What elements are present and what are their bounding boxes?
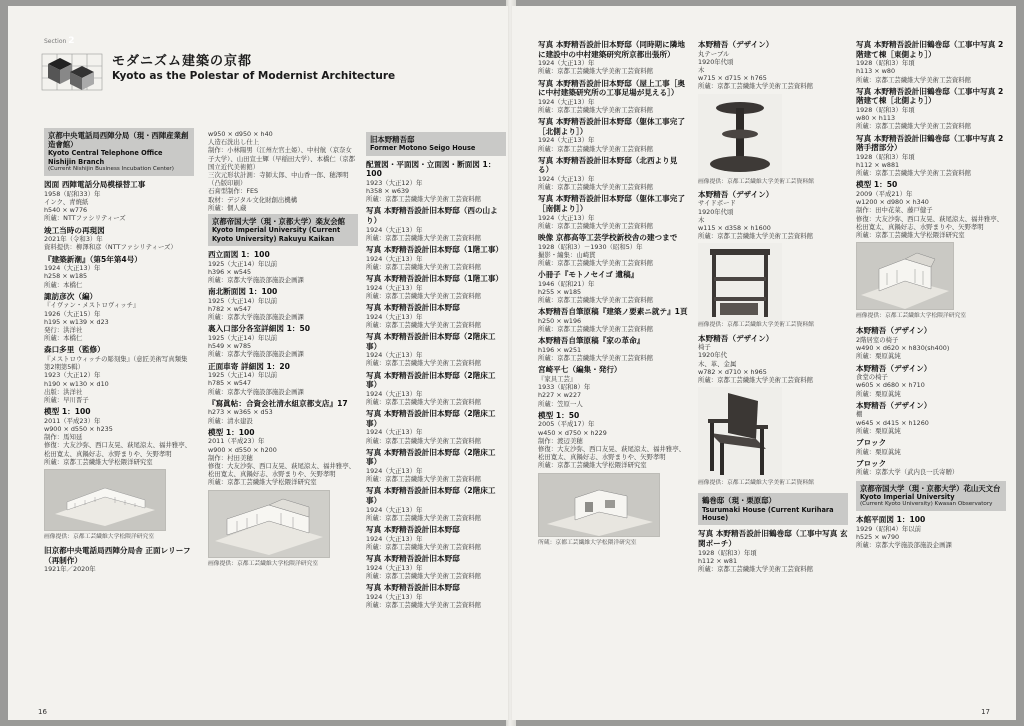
section-title-jp: モダニズム建築の京都	[112, 54, 253, 69]
entry-title: 正面車寄 詳細図 1：20	[208, 361, 290, 371]
entry-detail: 所蔵：京都工芸繊維大学美術工芸資料館	[366, 262, 482, 271]
list-item	[538, 365, 688, 407]
entry-title: 写真 本野精吾設計旧本野邸（同時期に隣地に建設中の中村建築研究所京都出張所）	[538, 40, 685, 59]
entry-detail: 1924（大正13）年	[538, 174, 595, 183]
entry-detail: 1924（大正13）年	[44, 264, 101, 273]
list-item	[856, 364, 1006, 398]
section-label: Section 2	[44, 36, 75, 46]
entry-detail: 所蔵：京都工芸繊維大学美術工芸資料館	[538, 354, 654, 363]
entry-title: 竣工当時の再現図	[44, 225, 105, 235]
section-title-en: Kyoto as the Polestar of Modernist Architecture	[112, 70, 396, 82]
entry-detail: h112 × w881	[856, 160, 900, 169]
entry-detail: 1924（大正13）年	[366, 283, 423, 292]
entry-detail: w715 × d715 × h765	[698, 74, 767, 83]
list-item	[856, 40, 1006, 84]
list-item	[208, 324, 358, 358]
entry-detail: 木	[698, 66, 705, 74]
entry-detail: 所蔵：京都工芸繊維大学美術工芸資料館	[856, 169, 972, 178]
entry-detail: 2009（平成21）年	[856, 189, 913, 198]
entry-detail: 1924（大正13）年	[366, 505, 423, 514]
entry-detail: 1924（大正13）年	[538, 97, 595, 106]
list-item	[538, 307, 688, 333]
entry-title: 写真 本野精吾設計旧本野邸（屋上工事［奥に中村建築研究所の工事足場が見える］）	[538, 78, 685, 98]
list-item: 本野精吾（デザイン） 丸テーブル 1920年代頃 木 w715 × d715 × h765 所蔵：京都工芸繊維大学美術工芸資料館	[698, 40, 848, 91]
list-item	[538, 156, 688, 192]
column-3	[366, 130, 506, 612]
list-item	[538, 79, 688, 115]
entry-detail: 所蔵：京都工芸繊維大学美術工芸資料館	[366, 195, 482, 204]
entry-detail: w1200 × d980 × h340	[856, 198, 929, 207]
entry-title: 模型 1：100	[44, 407, 91, 417]
entry-detail: w450 × d750 × h229	[538, 428, 607, 437]
entry-detail: h255 × w185	[538, 287, 582, 296]
entry-title: 本野精吾（デザイン）	[856, 400, 932, 410]
entry-detail: 資料提供：柳澤和彦（NTTファシリティーズ）	[44, 243, 177, 252]
entry-detail: 所蔵：京都工芸繊維大学美術工芸資料館	[366, 291, 482, 300]
entry-detail: 所蔵：京都工芸繊維大学美術工芸資料館	[698, 565, 814, 574]
entry-detail: 所蔵：京都工芸繊維大学美術工芸資料館	[366, 571, 482, 580]
list-item	[44, 180, 194, 222]
entry-title: 写真 本野精吾設計旧鶴巻邸（工事中写真 2階建て棟［東側より］）	[856, 40, 1004, 59]
entry-detail: 1928（昭和3）－1930（昭和5）年	[538, 242, 643, 251]
list-item	[208, 362, 358, 396]
list-item: 本野精吾（デザイン） サイドボード 1920年代頃 木 w115 × d358 × h1600 所蔵：京都工芸繊維大学美術工芸資料館	[698, 190, 848, 241]
entry-detail: w782 × d710 × h965	[698, 367, 767, 376]
entry-detail: 1924（大正13）年	[538, 136, 595, 145]
list-item	[208, 399, 358, 425]
building-header: 京都帝国大学（現・京都大学）楽友会館 Kyoto Imperial University (Current Kyoto University) Rakuyu Kaikan	[208, 214, 358, 246]
list-item	[538, 411, 688, 470]
entry-detail: 所蔵：京都工芸繊維大学美術工芸資料館	[698, 232, 814, 241]
entry-title: 写真 本野精吾設計旧本野邸（北西より見る）	[538, 155, 678, 175]
entry-detail: 所蔵：笠原一人	[538, 399, 583, 408]
image-caption: 画像提供：京都工芸繊維大学松隈洋研究室	[208, 560, 319, 567]
entry-title: 写真 本野精吾設計旧本野邸（2階床工事）	[366, 332, 496, 351]
list-item	[366, 160, 506, 204]
entry-title: 模型 1：100	[208, 427, 255, 437]
entry-detail: 所蔵：栗原眞純	[856, 352, 901, 361]
entry-title: 南北断面図 1：100	[208, 287, 278, 297]
entry-detail: 所蔵：京都工芸繊維大学美術工芸資料館	[366, 233, 482, 242]
entry-detail: 制作：小林陽男（江州左官土姫）、中村航（京奈女子大学）、山田宣士輝（早稲田大学）、本橋仁（京都国立近代美術館）	[208, 146, 355, 171]
entry-detail: w605 × d680 × h710	[856, 381, 925, 390]
list-item	[538, 194, 688, 230]
list-item	[366, 554, 506, 580]
entry-title: 写真 本野精吾設計旧鶴巻邸（工事中写真 玄関ポーチ）	[698, 529, 848, 549]
list-item	[366, 409, 506, 445]
entry-detail: 所蔵：京都大学施設部施設企画課	[208, 313, 304, 322]
entry-detail: 1925（大正14）年以前	[208, 334, 278, 343]
entry-detail: 2005（平成17）年	[538, 420, 595, 429]
entry-detail: w645 × d415 × h1260	[856, 418, 929, 427]
entry-detail: 所蔵：NTTファシリティーズ	[44, 214, 126, 223]
column-5	[698, 40, 848, 573]
building-header: 鶴巻邸（現・栗原邸） Tsurumaki House (Current Kurihara House)	[698, 493, 848, 525]
entry-detail: 制作：村田美穂	[208, 453, 253, 462]
entry-detail: h549 × w785	[208, 342, 252, 351]
entry-title: 写真 本野精吾設計旧本野邸（西の山より）	[366, 206, 498, 225]
entry-title: 写真 本野精吾設計旧本野邸	[366, 303, 460, 312]
entry-title: 『寫眞帖：合資会社清水組京都支店』17	[208, 398, 348, 408]
entry-detail: 1924（大正13）年	[366, 563, 423, 572]
entry-detail: 1924（大正13）年	[366, 254, 423, 263]
entry-title: 旧京都中央電話局西陣分局舎 正面レリーフ（再制作）	[44, 546, 191, 565]
entry-detail: 所蔵：京都工芸繊維大学美術工芸資料館	[856, 75, 972, 84]
entry-detail: 1928（昭和3）年頃	[856, 105, 915, 114]
round-table-photo	[698, 94, 782, 178]
entry-detail: 食堂の椅子	[856, 373, 888, 382]
entry-detail: h190 × w130 × d10	[44, 379, 109, 388]
entry-detail: 1929（昭和4）年以前	[856, 524, 922, 533]
entry-title: 配置図・平面図・立面図・断面図 1：100	[366, 159, 496, 179]
entry-detail: 石膏型制作：FES	[208, 187, 259, 196]
list-item	[856, 134, 1006, 178]
entry-detail: 所蔵：個人蔵	[208, 203, 247, 212]
model-photo-rakuyu	[208, 490, 330, 558]
entry-detail: 1924（大正13）年	[366, 351, 423, 360]
entry-detail: インク、青焼紙	[44, 198, 89, 207]
entry-detail: 所蔵：本橋仁	[44, 334, 83, 343]
left-page	[8, 6, 508, 720]
list-item	[208, 428, 358, 487]
entry-detail: h273 × w365 × d53	[208, 408, 273, 417]
entry-title: 図面 西陣電話分局模様替工事	[44, 180, 146, 190]
entry-detail: 所蔵：京都工芸繊維大学美術工芸資料館	[538, 144, 654, 153]
list-item	[366, 274, 506, 300]
list-item	[538, 336, 688, 362]
entry-detail: w900 × d550 × h200	[208, 445, 277, 454]
image-caption: 所蔵：京都工芸繊維大学松隈洋研究室	[538, 539, 637, 546]
list-item	[366, 583, 506, 609]
list-item	[366, 303, 506, 329]
entry-detail: 1925（大正14）年以前	[208, 259, 278, 268]
entry-title: 写真 本野精吾設計旧本野邸	[366, 582, 460, 592]
entry-detail: 1958（昭和33）年	[44, 189, 101, 198]
list-item	[538, 233, 688, 267]
column-1	[44, 126, 194, 574]
entry-title: 写真 本野精吾設計旧本野邸（1階工事）	[366, 274, 504, 283]
list-item	[538, 270, 688, 304]
list-item	[208, 287, 358, 321]
entry-detail: h782 × w547	[208, 305, 252, 314]
entry-detail: w490 × d620 × h830(sh400)	[856, 344, 950, 353]
building-header: 京都中央電話局西陣分局（現・西陣産業創造會館） Kyoto Central Telephone Office Nishijin Branch (Current Nishijin Business Incubation Center)	[44, 128, 194, 176]
entry-detail: 1920年代	[698, 351, 728, 360]
entry-detail: 1924（大正13）年	[538, 59, 595, 68]
entry-title: ブロック	[856, 458, 887, 468]
entry-detail: 制作：渡辺美穂	[538, 436, 583, 445]
image-caption: 画像提供：京都工芸繊維大学美術工芸資料館	[698, 480, 814, 487]
entry-detail: 所蔵：本橋仁	[44, 280, 83, 289]
entry-detail: 『家具工芸』	[538, 374, 577, 383]
list-item	[44, 255, 194, 289]
list-item	[366, 525, 506, 551]
building-header: 京都帝国大学（現・京都大学）花山天文台 Kyoto Imperial University (Current Kyoto University) Kwasan Observatory	[856, 481, 1006, 512]
entry-title: 森口多里（監修）	[44, 345, 105, 355]
entry-detail: 所蔵：栗原眞純	[856, 426, 901, 435]
entry-detail: 所蔵：京都大学施設部施設企画課	[208, 350, 304, 359]
list-item	[538, 40, 688, 76]
entry-detail: 所蔵：京都工芸繊維大学美術工芸資料館	[698, 376, 814, 385]
list-item	[856, 401, 1006, 435]
entry-detail: 1924（大正13）年	[366, 389, 423, 398]
entry-detail: 1924（大正13）年	[538, 213, 595, 222]
list-item	[538, 117, 688, 153]
entry-detail: h258 × w185	[44, 272, 88, 281]
list-item	[366, 448, 506, 484]
entry-detail: 1933（昭和8）年	[538, 383, 591, 392]
entry-detail: h227 × w227	[538, 391, 582, 400]
list-item	[44, 407, 194, 466]
entry-date: 1921年／2020年	[44, 565, 96, 574]
entry-detail: 所蔵：京都工芸繊維大学美術工芸資料館	[538, 258, 654, 267]
entry-detail: 人造石洗出し仕上	[208, 138, 260, 147]
entry-detail: 所蔵：京都工芸繊維大学美術工芸資料館	[366, 475, 482, 484]
list-item	[44, 292, 194, 343]
entry-detail: 1923（大正12）年	[44, 371, 101, 380]
entry-title: 写真 本野精吾設計旧本野邸	[366, 553, 460, 563]
entry-detail: 『イヴァン・メストロヴィッチ』	[44, 301, 140, 310]
entry-title: 写真 本野精吾設計旧本野邸（1階工事）	[366, 245, 504, 254]
entry-detail: 1924（大正13）年	[366, 225, 423, 234]
list-item	[44, 226, 194, 252]
entry-detail: h540 × w776	[44, 206, 88, 215]
list-item	[856, 180, 1006, 239]
entry-title: 写真 本野精吾設計旧本野邸（2階床工事）	[366, 370, 496, 390]
entry-title: 本野精吾自筆原稿『建築ノ要素ニ就テ』1頁	[538, 307, 688, 317]
entry-detail: 木	[698, 215, 705, 224]
entry-detail: 所蔵：京都工芸繊維大学美術工芸資料館	[366, 542, 482, 551]
entry-detail: 所蔵：京都工芸繊維大学松隈洋研究室	[856, 231, 965, 239]
entry-title: 小冊子『モトノセイゴ 遺稿』	[538, 270, 639, 280]
entry-detail: 1925（大正14）年以前	[208, 296, 278, 305]
entry-title: 映像 京都高等工芸学校新校舎の建つまで	[538, 232, 678, 242]
entry-detail: w900 × d550 × h235	[44, 425, 113, 434]
entry-detail: 所蔵：京都工芸繊維大学美術工芸資料館	[538, 325, 654, 334]
page-number-left: 16	[38, 708, 47, 716]
list-item	[856, 438, 1006, 456]
entry-detail: 制作：馬知延	[44, 433, 83, 442]
list-item	[856, 87, 1006, 131]
entry-detail: 所蔵：京都工芸繊維大学美術工芸資料館	[366, 513, 482, 522]
entry-detail: 所蔵：京都工芸繊維大学松隈洋研究室	[538, 461, 647, 470]
entry-title: 宮崎平七（編集・発行）	[538, 365, 622, 375]
entry-title: 写真 本野精吾設計旧本野邸（躯体工事完了［北側より］）	[538, 117, 685, 136]
entry-detail: 所蔵：京都大学施設部施設企画課	[208, 276, 304, 285]
entry-detail: 2021年（令和3）年	[44, 235, 103, 244]
entry-detail: 撮影・編集：山崎貫	[538, 250, 596, 259]
model-photo-nishijin	[44, 469, 166, 531]
list-item	[44, 345, 194, 404]
entry-detail: 所蔵：京都工芸繊維大学美術工芸資料館	[366, 436, 482, 445]
image-caption: 画像提供：京都工芸繊維大学松隈洋研究室	[856, 313, 967, 320]
entry-detail: 所蔵：京都工芸繊維大学松隈洋研究室	[44, 457, 153, 466]
entry-detail: 2011（平成23）年	[44, 416, 101, 425]
sideboard-photo	[698, 243, 782, 321]
entry-detail: 所蔵：京都工芸繊維大学美術工芸資料館	[538, 221, 654, 230]
entry-detail: 椅子	[698, 343, 711, 352]
entry-title: 写真 本野精吾設計旧本野邸（2階床工事）	[366, 486, 496, 505]
list-item: 本野精吾（デザイン） 椅子 1920年代 木、革、金属 w782 × d710 × h965 所蔵：京都工芸繊維大学美術工芸資料館	[698, 334, 848, 385]
entry-detail: 所蔵：京都工芸繊維大学美術工芸資料館	[538, 67, 654, 76]
entry-detail: 1928（昭和3）年頃	[856, 152, 915, 161]
section-cube-graphic	[40, 44, 106, 92]
entry-detail: 1923（大正12）年	[366, 178, 423, 187]
building-header: 旧本野精吾邸 Former Motono Seigo House	[366, 132, 506, 156]
entry-title: 写真 本野精吾設計旧本野邸	[366, 524, 460, 534]
entry-detail: h525 × w790	[856, 533, 900, 542]
entry-detail: 2011（平成23）年	[208, 437, 265, 446]
entry-title: ブロック	[856, 438, 887, 448]
list-item	[856, 326, 1006, 360]
right-page	[512, 6, 1016, 720]
entry-detail: 1924（大正13）年	[366, 534, 423, 543]
entry-detail: 所蔵：清水建設	[208, 416, 253, 425]
image-caption: 画像提供：京都工芸繊維大学美術工芸資料館	[698, 322, 814, 329]
entry-detail: 制作：田中花菜、藤戸健子	[856, 206, 933, 215]
entry-title: 写真 本野精吾設計旧本野邸（2階床工事）	[366, 409, 496, 428]
entry-title: 本野精吾（デザイン）	[856, 363, 932, 373]
entry-detail: h113 × w80	[856, 67, 896, 76]
entry-detail: 取材：デジタル文化財創出機構	[208, 195, 298, 204]
entry-detail: 所蔵：京都工芸繊維大学美術工芸資料館	[698, 82, 814, 91]
entry-title: 写真 本野精吾設計旧本野邸（2階床工事）	[366, 447, 496, 467]
entry-detail: w115 × d358 × h1600	[698, 224, 771, 233]
entry-title: 諏訪彦次（編）	[44, 291, 98, 301]
entry-detail: h358 × w639	[366, 187, 410, 195]
entry-detail: 1946（昭和21）年	[538, 279, 595, 288]
entry-detail: 所蔵：栗原眞純	[856, 389, 901, 398]
entry-detail: 所蔵：早川晋子	[44, 396, 89, 405]
entry-detail: h250 × w196	[538, 316, 582, 325]
entry-detail: 所蔵：京都工芸繊維大学美術工芸資料館	[366, 397, 482, 406]
entry-detail: h396 × w545	[208, 267, 252, 276]
entry-detail: 所蔵：京都工芸繊維大学美術工芸資料館	[538, 296, 654, 305]
entry-detail: 1928（昭和3）年頃	[698, 548, 757, 557]
entry-detail: 修復：大友沙弥、西口友晃、萩尾涼太、福井雅亭、松田寛太、真鍋好志、水野まりや、矢野孝明	[44, 441, 191, 458]
entry-detail: 所蔵：京都工芸繊維大学美術工芸資料館	[538, 183, 654, 192]
entry-detail: 三次元形状計測：寺師太郎、中山香一郎、穂澤明（凸版印刷）	[208, 171, 349, 188]
entry-detail: 所蔵：京都工芸繊維大学美術工芸資料館	[366, 320, 482, 329]
entry-title: 裏入口部分各室詳細図 1：50	[208, 324, 311, 334]
image-caption: 画像提供：京都工芸繊維大学松隈洋研究室	[44, 534, 155, 541]
entry-detail: h785 × w547	[208, 379, 252, 388]
section-number: 2	[68, 36, 75, 46]
entry-title: 写真 本野精吾設計旧鶴巻邸（工事中写真 2階手摺部分）	[856, 133, 1004, 153]
list-item	[366, 371, 506, 407]
entry-detail: h196 × w251	[538, 345, 582, 354]
entry-detail: 1920年代頃	[698, 207, 734, 216]
entry-detail: 所蔵：栗原眞純	[856, 447, 901, 456]
entry-detail: 所蔵：京都工芸繊維大学美術工芸資料館	[856, 122, 972, 131]
entry-title: 『建築新潮』（第5年第4号）	[44, 254, 142, 264]
entry-detail: 所蔵：京都大学施設部施設企画課	[208, 387, 304, 396]
entry-detail: 修復：大友沙弥、西口友晃、萩尾涼太、福井雅亭、松田寛太、真鍋好志、水野まりや、矢野孝明	[538, 444, 685, 462]
entry-detail: 1924（大正13）年	[366, 428, 423, 437]
chair-photo	[698, 387, 782, 479]
list-item	[208, 250, 358, 284]
entry-detail: 2階居室の椅子	[856, 336, 899, 344]
entry-detail: 1924（大正13）年	[366, 312, 423, 321]
entry-title: 模型 1：50	[538, 410, 580, 420]
entry-title: 写真 本野精吾設計旧本野邸（躯体工事完了［南側より］）	[538, 194, 685, 213]
entry-detail: 1925（大正14）年以前	[208, 371, 278, 380]
column-2	[208, 130, 358, 568]
entry-detail: 1926（大正15）年	[44, 309, 101, 318]
entry-detail: 所蔵：京都大学施設部施設企画課	[856, 541, 952, 550]
model-photo-motono	[538, 473, 660, 537]
entry-title: 模型 1：50	[856, 180, 898, 190]
entry-detail: 木、革、金属	[698, 359, 737, 368]
entry-detail: 発行：洪洋社	[44, 326, 83, 335]
model-photo-tsurumaki	[856, 242, 954, 310]
entry-title: 本野精吾（デザイン）	[856, 326, 932, 336]
entry-title: 本館平面図 1：100	[856, 515, 926, 525]
entry-detail: 所蔵：京都工芸繊維大学美術工芸資料館	[366, 600, 482, 609]
list-item	[366, 332, 506, 368]
entry-detail: h195 × w139 × d23	[44, 317, 109, 326]
entry-detail: 1924（大正13）年	[366, 466, 423, 475]
entry-detail: 修復：大友沙弥、西口友晃、萩尾涼太、福井雅亭、松田寛太、真鍋好志、水野まりや、矢野孝明	[856, 214, 1003, 231]
entry-detail: 1920年代頃	[698, 57, 734, 66]
image-caption: 画像提供：京都工芸繊維大学美術工芸資料館	[698, 178, 814, 185]
column-4	[538, 40, 688, 547]
entry-detail: 修復：大友沙弥、西口友晃、萩尾涼太、福井雅亭、松田寛太、真鍋好志、水野まりや、矢野孝明	[208, 462, 355, 479]
entry-detail: 丸テーブル	[698, 49, 730, 58]
list-item	[366, 486, 506, 522]
column-6	[856, 40, 1006, 549]
list-item	[856, 459, 1006, 477]
entry-detail: w950 × d950 × h40	[208, 130, 273, 138]
entry-detail: 棚	[856, 410, 863, 419]
entry-detail: サイドボード	[698, 199, 736, 208]
entry-title: 西立面図 1：100	[208, 250, 270, 260]
list-item	[366, 245, 506, 271]
list-item	[366, 206, 506, 242]
entry-detail: h112 × w81	[698, 556, 738, 565]
entry-detail: 出版：洪洋社	[44, 387, 83, 396]
entry-detail: 『メストロウィッチの彫刻集』（意匠美術写真類集 第2期第5輯）	[44, 355, 188, 372]
entry-detail: 所蔵：京都工芸繊維大学美術工芸資料館	[366, 359, 482, 368]
entry-detail: w80 × h113	[856, 114, 896, 123]
entry-title: 本野精吾自筆原稿『家の革命』	[538, 336, 645, 346]
entry-title: 写真 本野精吾設計旧鶴巻邸（工事中写真 2階建て棟［北側より］）	[856, 86, 1004, 106]
entry-detail: 1924（大正13）年	[366, 592, 423, 601]
page-number-right: 17	[981, 708, 990, 716]
entry-detail: 所蔵：京都大学（武内良一氏寄贈）	[856, 468, 959, 477]
entry-detail: 1928（昭和3）年頃	[856, 59, 915, 68]
entry-detail: 所蔵：京都工芸繊維大学松隈洋研究室	[208, 478, 317, 487]
entry-detail: 所蔵：京都工芸繊維大学美術工芸資料館	[538, 105, 654, 114]
